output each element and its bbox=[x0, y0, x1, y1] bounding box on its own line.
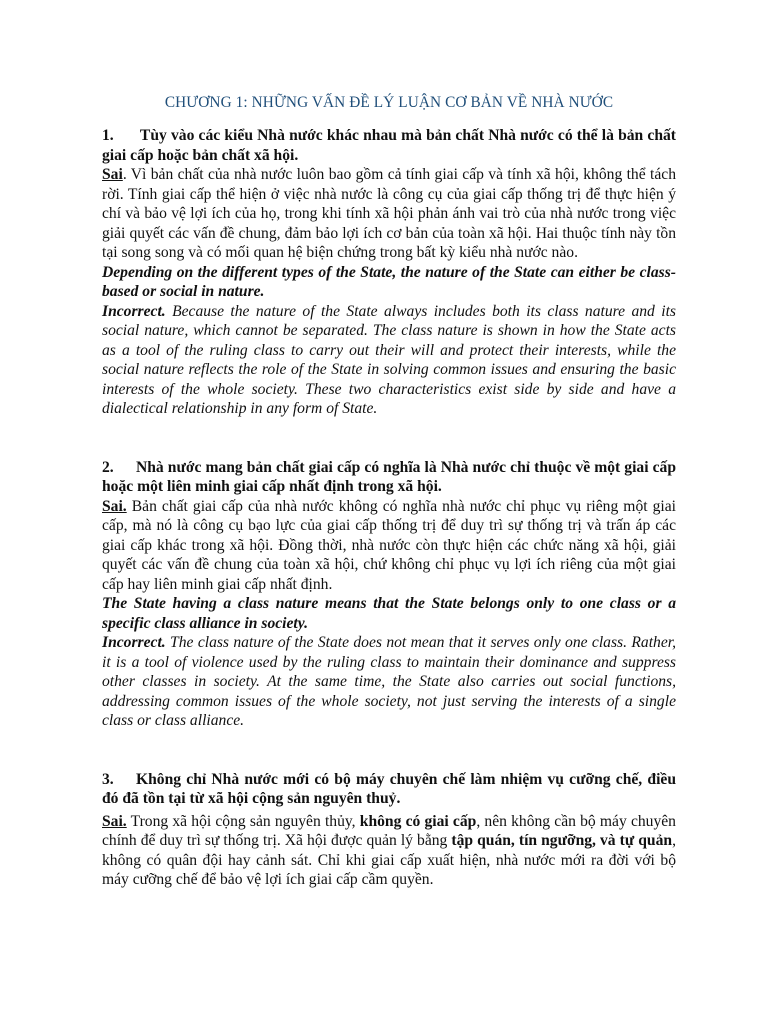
answer-3-emphasis-1: không có giai cấp bbox=[359, 812, 477, 830]
verdict-1-vi: Sai bbox=[102, 166, 123, 183]
answer-2-vi bbox=[102, 497, 676, 595]
question-1-text-vi: Tùy vào các kiểu Nhà nước khác nhau mà bản chất Nhà nước có thể là bản chất giai cấp hoặc bản chất xã hội. bbox=[102, 127, 677, 164]
answer-2-text-en: The class nature of the State does not mean that it serves only one class. Rather, it is a tool of violence used by the ruling class to maintain their dominance and suppress other classes in society. At the same time, the State also carries out social functions, addressing common issues of the whole society, not just serving the interests of a single class or class alliance. bbox=[102, 634, 676, 729]
answer-3-text-vi-part-2: , nên không cần bộ máy chuyên chính để duy trì sự thống trị. Xã hội được quản lý bằng bbox=[102, 812, 676, 849]
section-spacer bbox=[102, 419, 676, 458]
question-1-statement-en: Depending on the different types of the State, the nature of the State can either be class-based or social in nature. bbox=[102, 263, 676, 300]
question-1-statement-vi bbox=[102, 126, 676, 165]
question-2-text-vi: Nhà nước mang bản chất giai cấp có nghĩa là Nhà nước chỉ thuộc về một giai cấp hoặc một liên minh giai cấp nhất định trong xã hội. bbox=[102, 458, 676, 495]
answer-1-text-vi: . Vì bản chất của nhà nước luôn bao gồm cả tính giai cấp và tính xã hội, không thể tách rời. Tính giai cấp thể hiện ở việc nhà nước là công cụ của giai cấp thống trị để thực hiện ý chí và bảo vệ lợi ích của họ, trong khi tính xã hội phản ánh vai trò của nhà nước trong việc giải quyết các vấn đề chung, đảm bảo lợi ích cơ bản của toàn xã hội. Hai thuộc tính này tồn tại song song và có mối quan hệ biện chứng trong bất kỳ kiểu nhà nước nào. bbox=[102, 166, 676, 261]
question-2-statement-en: The State having a class nature means that the State belongs only to one class or a specific class alliance in society. bbox=[102, 595, 676, 632]
question-2-number: 2. bbox=[102, 458, 114, 476]
question-3-text-vi: Không chỉ Nhà nước mới có bộ máy chuyên chế làm nhiệm vụ cưỡng chế, điều đó đã tồn tại từ xã hội cộng sản nguyên thuỷ. bbox=[102, 770, 676, 807]
answer-3-text-vi-part-1: Trong xã hội cộng sản nguyên thủy, bbox=[126, 812, 360, 830]
question-2-statement-vi bbox=[102, 458, 676, 497]
answer-3-emphasis-2: tập quán, tín ngưỡng, và tự quản bbox=[451, 832, 673, 849]
answer-1-en bbox=[102, 302, 676, 419]
verdict-1-en: Incorrect. bbox=[102, 302, 166, 320]
question-3-statement-vi bbox=[102, 770, 676, 809]
answer-3-text-vi-part-3: , không có quân đội hay cảnh sát. Chỉ khi giai cấp xuất hiện, nhà nước mới ra đời với bộ máy cưỡng chế để bảo vệ lợi ích giai cấp cầm quyền. bbox=[102, 832, 676, 888]
document-page bbox=[102, 92, 676, 890]
verdict-2-vi: Sai. bbox=[102, 497, 127, 515]
chapter-title: CHƯƠNG 1: NHỮNG VẤN ĐỀ LÝ LUẬN CƠ BẢN VỀ NHÀ NƯỚC bbox=[164, 94, 614, 111]
question-2 bbox=[102, 458, 676, 731]
question-1 bbox=[102, 126, 676, 419]
question-3-number: 3. bbox=[102, 770, 114, 788]
question-3 bbox=[102, 770, 676, 890]
question-1-number: 1. bbox=[102, 127, 114, 144]
answer-1-text-en: Because the nature of the State always includes both its class nature and its social nature, which cannot be separated. The class nature is shown in how the State acts as a tool of the ruling class to carry out their will and protect their interests, while the social nature reflects the role of the State in solving common issues and ensuring the basic interests of the whole society. These two characteristics exist side by side and have a dialectical relationship in any form of State. bbox=[102, 302, 676, 417]
section-spacer bbox=[102, 731, 676, 770]
answer-1-vi bbox=[102, 165, 676, 263]
verdict-3-vi: Sai. bbox=[102, 812, 127, 830]
answer-2-en bbox=[102, 633, 676, 731]
verdict-2-en: Incorrect. bbox=[102, 634, 166, 651]
answer-2-text-vi: Bản chất giai cấp của nhà nước không có nghĩa nhà nước chỉ phục vụ riêng một giai cấp, mà nó là công cụ bạo lực của giai cấp thống trị để duy trì sự thống trị và trấn áp các giai cấp khác trong xã hội. Đồng thời, nhà nước còn thực hiện các chức năng xã hội, giải quyết các vấn đề chung của toàn xã hội, chứ không chỉ phục vụ lợi ích riêng của một giai cấp hay liên minh giai cấp nhất định. bbox=[102, 497, 676, 593]
answer-3-vi bbox=[102, 812, 676, 890]
